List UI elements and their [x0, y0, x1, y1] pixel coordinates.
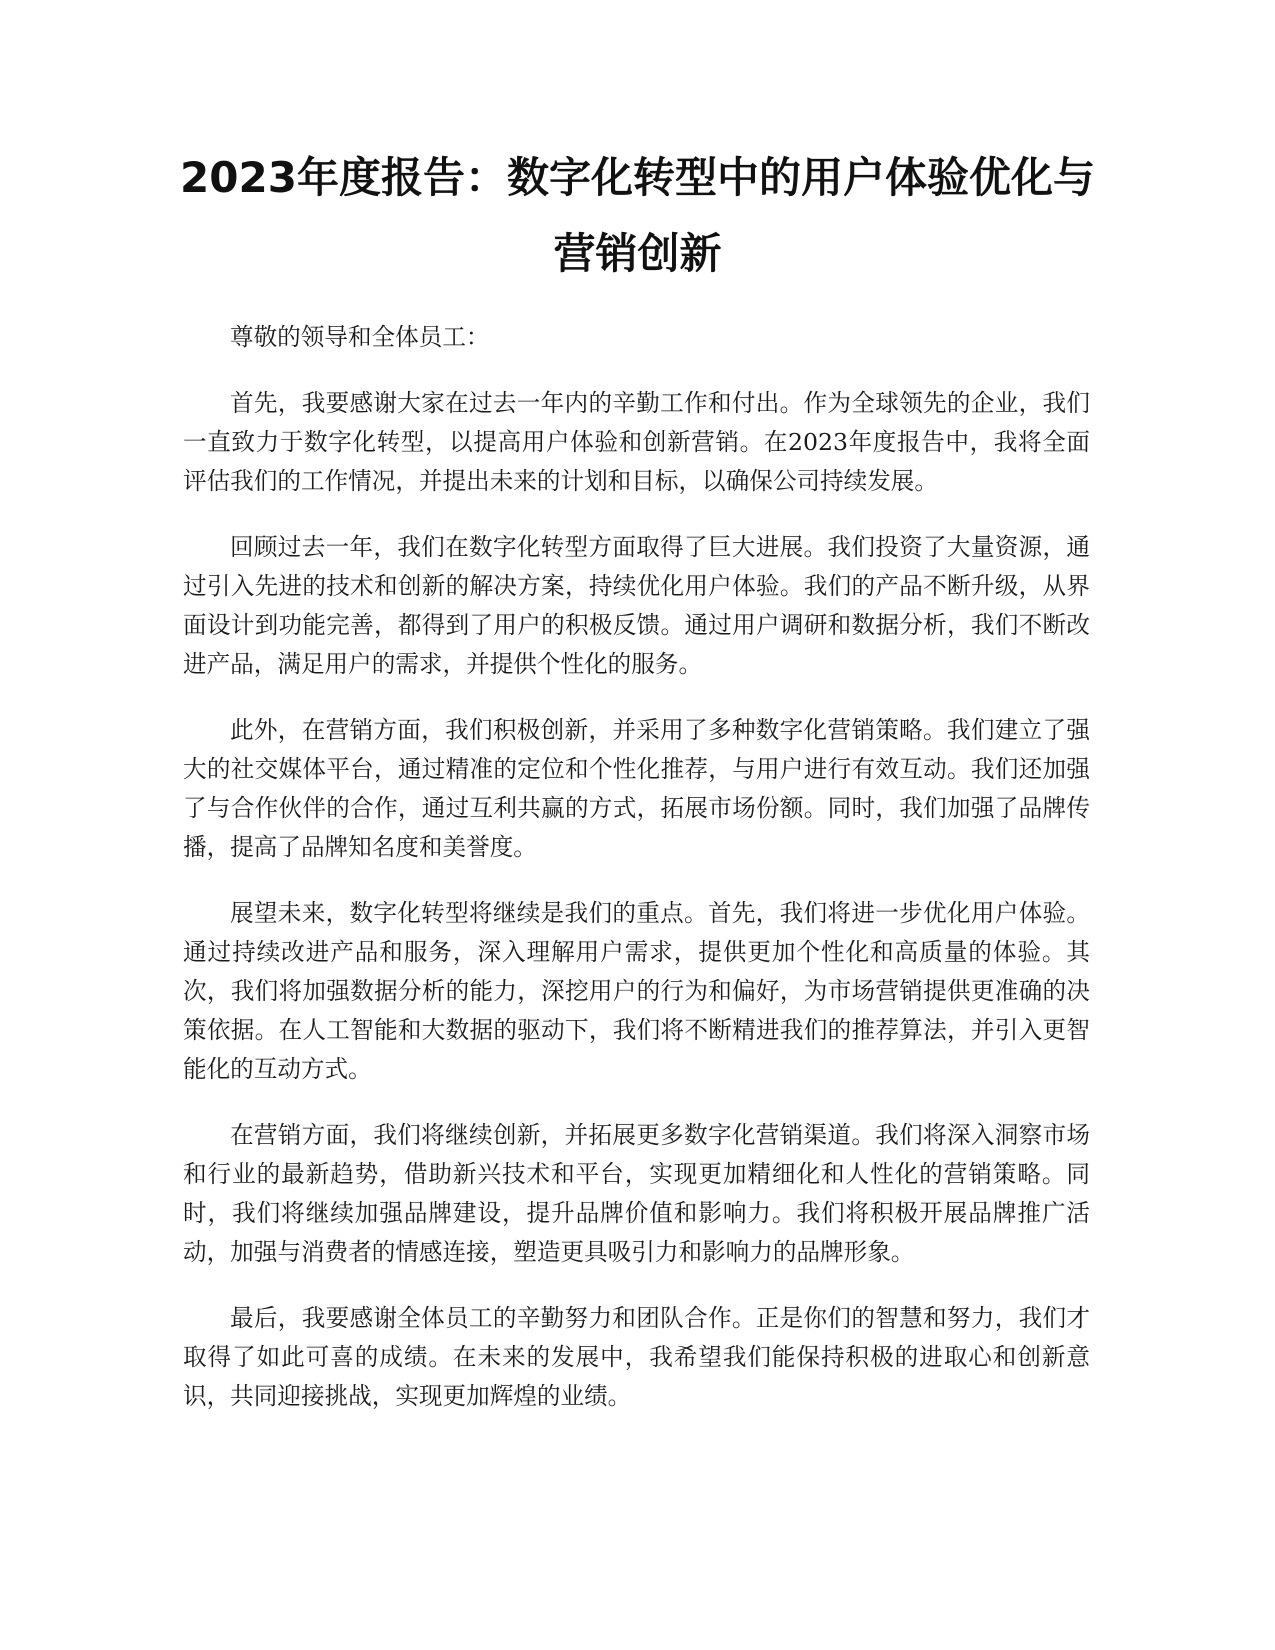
- body-paragraph: 展望未来，数字化转型将继续是我们的重点。首先，我们将进一步优化用户体验。通过持续改进产品和服务，深入理解用户需求，提供更加个性化和高质量的体验。其次，我们将加强数据分析的能力，深挖用户的行为和偏好，为市场营销提供更准确的决策依据。在人工智能和大数据的驱动下，我们将不断精进我们的推荐算法，并引入更智能化的互动方式。: [183, 899, 1090, 1083]
- salutation-paragraph: 尊敬的领导和全体员工：: [230, 323, 490, 351]
- closing-paragraph: 最后，我要感谢全体员工的辛勤努力和团队合作。正是你们的智慧和努力，我们才取得了如此可喜的成绩。在未来的发展中，我希望我们能保持积极的进取心和创新意识，共同迎接挑战，实现更加辉煌的业绩。: [183, 1304, 1090, 1410]
- document-body: [183, 318, 1090, 1443]
- body-paragraph: 回顾过去一年，我们在数字化转型方面取得了巨大进展。我们投资了大量资源，通过引入先进的技术和创新的解决方案，持续优化用户体验。我们的产品不断升级，从界面设计到功能完善，都得到了用户的积极反馈。通过用户调研和数据分析，我们不断改进产品，满足用户的需求，并提供个性化的服务。: [183, 533, 1090, 678]
- document-title: 2023年度报告：数字化转型中的用户体验优化与营销创新: [180, 153, 1095, 278]
- body-paragraph: 首先，我要感谢大家在过去一年内的辛勤工作和付出。作为全球领先的企业，我们一直致力于数字化转型，以提高用户体验和创新营销。在2023年度报告中，我将全面评估我们的工作情况，并提出未来的计划和目标，以确保公司持续发展。: [183, 389, 1090, 495]
- body-paragraph: 此外，在营销方面，我们积极创新，并采用了多种数字化营销策略。我们建立了强大的社交媒体平台，通过精准的定位和个性化推荐，与用户进行有效互动。我们还加强了与合作伙伴的合作，通过互利共赢的方式，拓展市场份额。同时，我们加强了品牌传播，提高了品牌知名度和美誉度。: [183, 716, 1090, 861]
- body-paragraph: 在营销方面，我们将继续创新，并拓展更多数字化营销渠道。我们将深入洞察市场和行业的最新趋势，借助新兴技术和平台，实现更加精细化和人性化的营销策略。同时，我们将继续加强品牌建设，提升品牌价值和影响力。我们将积极开展品牌推广活动，加强与消费者的情感连接，塑造更具吸引力和影响力的品牌形象。: [183, 1121, 1090, 1266]
